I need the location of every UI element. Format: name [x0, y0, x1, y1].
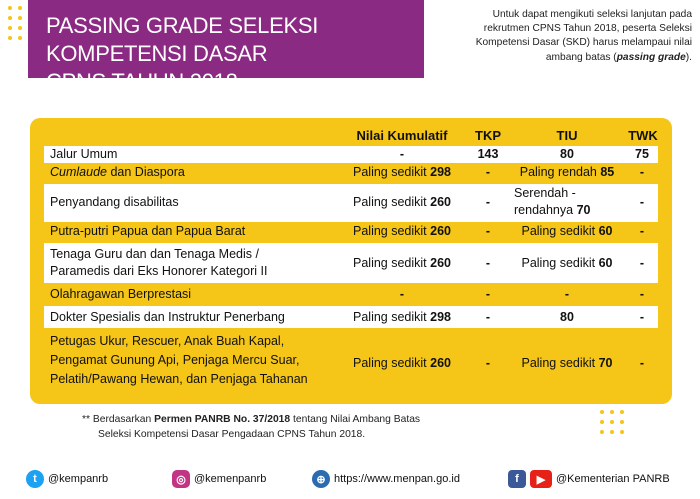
row-label-rest: dan Diaspora — [106, 165, 185, 179]
intro-text — [434, 8, 692, 65]
cell-twk: - — [639, 224, 645, 238]
footnote-line2: Seleksi Kompetensi Dasar Pengadaan CPNS Tahun 2018. — [98, 429, 366, 440]
cell-kumulatif-prefix: Paling sedikit — [353, 165, 431, 179]
website-url: https://www.menpan.go.id — [334, 473, 460, 485]
cell-tiu-value: 70 — [576, 203, 591, 217]
cell-tiu — [508, 355, 626, 372]
page-title-line2: CPNS TAHUN 2018 — [46, 69, 238, 94]
table-row — [44, 163, 658, 183]
cell-tiu-line2 — [514, 202, 626, 219]
cell-tiu-value: 60 — [598, 224, 613, 238]
cell-tiu: 80 — [560, 310, 574, 324]
row-label-em: Cumlaude — [50, 165, 107, 179]
header-tkp: TKP — [475, 128, 501, 143]
cell-kumulatif-prefix: Paling sedikit — [353, 356, 431, 370]
cell-tkp: - — [485, 165, 491, 179]
instagram-handle: @kemenpanrb — [194, 473, 267, 485]
footer-twitter[interactable] — [26, 470, 108, 488]
header-kumulatif: Nilai Kumulatif — [356, 128, 448, 143]
cell-tiu-value: 70 — [598, 356, 613, 370]
cell-tiu-prefix: Paling sedikit — [521, 256, 599, 270]
intro-passing-grade: passing grade — [616, 51, 686, 63]
cell-kumulatif: - — [399, 287, 405, 301]
youtube-icon: ▶ — [530, 470, 552, 488]
row-label: Putra-putri Papua dan Papua Barat — [50, 224, 246, 238]
cell-kumulatif — [336, 255, 468, 272]
intro-line4 — [434, 51, 692, 65]
cell-kumulatif-prefix: Paling sedikit — [353, 310, 431, 324]
cell-kumulatif — [336, 309, 468, 326]
table-row — [44, 184, 658, 222]
cell-kumulatif: - — [399, 147, 405, 161]
table-row — [44, 306, 658, 328]
intro-line1: Untuk dapat mengikuti seleksi lanjutan pada — [492, 9, 692, 20]
cell-tiu — [508, 223, 626, 240]
footnote-prefix: ** Berdasarkan — [82, 414, 155, 425]
twitter-icon: t — [26, 470, 44, 488]
footer-instagram[interactable] — [172, 470, 266, 488]
cell-tiu — [508, 255, 626, 272]
intro-line2: rekrutmen CPNS Tahun 2018, peserta Seleksi — [483, 23, 692, 35]
cell-tkp: - — [485, 287, 491, 301]
header-tiu: TIU — [556, 128, 578, 143]
row-label-line1: Petugas Ukur, Rescuer, Anak Buah Kapal, — [50, 334, 285, 348]
cell-tiu-prefix: Paling sedikit — [521, 356, 599, 370]
footnote — [82, 412, 482, 442]
cell-tiu-value: 85 — [600, 165, 615, 179]
cell-tkp: - — [485, 195, 491, 209]
cell-twk: - — [639, 287, 645, 301]
cell-tkp: - — [485, 356, 491, 370]
page-title-line1: PASSING GRADE SELEKSI KOMPETENSI DASAR — [46, 13, 319, 66]
row-label — [50, 332, 308, 389]
row-label-line2: Pengamat Gunung Api, Penjaga Mercu Suar, — [50, 353, 300, 367]
cell-kumulatif-value: 260 — [430, 256, 451, 270]
row-label — [50, 246, 267, 280]
intro-line4-prefix: ambang batas ( — [545, 51, 617, 63]
footnote-line1 — [82, 412, 482, 427]
footnote-suffix: tentang Nilai Ambang Batas — [290, 414, 421, 425]
cell-tiu — [508, 164, 626, 181]
instagram-icon: ◎ — [172, 470, 190, 488]
cell-tiu-value: 60 — [598, 256, 613, 270]
footer-website[interactable] — [312, 470, 460, 488]
page-title — [46, 12, 416, 96]
cell-twk: - — [639, 195, 645, 209]
row-label: Jalur Umum — [50, 147, 118, 161]
globe-icon: ⊕ — [312, 470, 330, 488]
cell-kumulatif-value: 260 — [430, 356, 451, 370]
cell-kumulatif — [336, 223, 468, 240]
cell-tiu: - — [564, 287, 570, 301]
cell-tiu — [514, 185, 626, 219]
footnote-regulation: Permen PANRB No. 37/2018 — [154, 414, 291, 425]
cell-tkp: 143 — [477, 147, 499, 161]
cell-tkp: - — [485, 256, 491, 270]
table-row — [44, 146, 658, 163]
cell-tiu-prefix: Paling sedikit — [521, 224, 599, 238]
cell-twk: 75 — [635, 147, 649, 161]
row-label — [50, 164, 185, 181]
table-row — [44, 222, 658, 242]
twitter-handle: @kempanrb — [48, 473, 109, 485]
row-label-line1: Tenaga Guru dan dan Tenaga Medis / — [50, 247, 259, 261]
row-label-line2: Paramedis dari Eks Honorer Kategori II — [50, 264, 268, 278]
header-twk: TWK — [628, 128, 658, 143]
cell-tiu-prefix: Paling rendah — [519, 165, 601, 179]
cell-twk: - — [639, 310, 645, 324]
table-row — [44, 243, 658, 283]
intro-line4-suffix: ). — [685, 51, 692, 63]
row-label: Penyandang disabilitas — [50, 195, 179, 209]
footer-facebook-youtube[interactable] — [508, 470, 670, 488]
cell-kumulatif-value: 298 — [430, 165, 451, 179]
cell-tkp: - — [485, 310, 491, 324]
facebook-icon: f — [508, 470, 526, 488]
cell-twk: - — [639, 356, 645, 370]
cell-kumulatif-value: 298 — [430, 310, 451, 324]
cell-twk: - — [639, 165, 645, 179]
cell-tiu-prefix: rendahnya — [514, 203, 577, 217]
cell-kumulatif — [336, 164, 468, 181]
cell-kumulatif — [336, 194, 468, 211]
cell-kumulatif — [336, 355, 468, 372]
cell-kumulatif-value: 260 — [430, 224, 451, 238]
facebook-youtube-handle: @Kementerian PANRB — [556, 473, 670, 485]
table-row — [44, 284, 658, 306]
row-label: Olahragawan Berprestasi — [50, 287, 192, 301]
row-label: Dokter Spesialis dan Instruktur Penerbang — [50, 310, 285, 324]
intro-line3: Kompetensi Dasar (SKD) harus melampaui nilai — [475, 37, 692, 49]
cell-kumulatif-prefix: Paling sedikit — [353, 256, 431, 270]
cell-kumulatif-value: 260 — [430, 195, 451, 209]
table-row — [44, 329, 658, 391]
row-label-line3: Pelatih/Pawang Hewan, dan Penjaga Tahanan — [50, 372, 308, 386]
cell-tiu-line1: Serendah - — [514, 186, 576, 200]
cell-kumulatif-prefix: Paling sedikit — [353, 195, 431, 209]
cell-tkp: - — [485, 224, 491, 238]
cell-kumulatif-prefix: Paling sedikit — [353, 224, 431, 238]
cell-tiu: 80 — [560, 147, 574, 161]
cell-twk: - — [639, 256, 645, 270]
